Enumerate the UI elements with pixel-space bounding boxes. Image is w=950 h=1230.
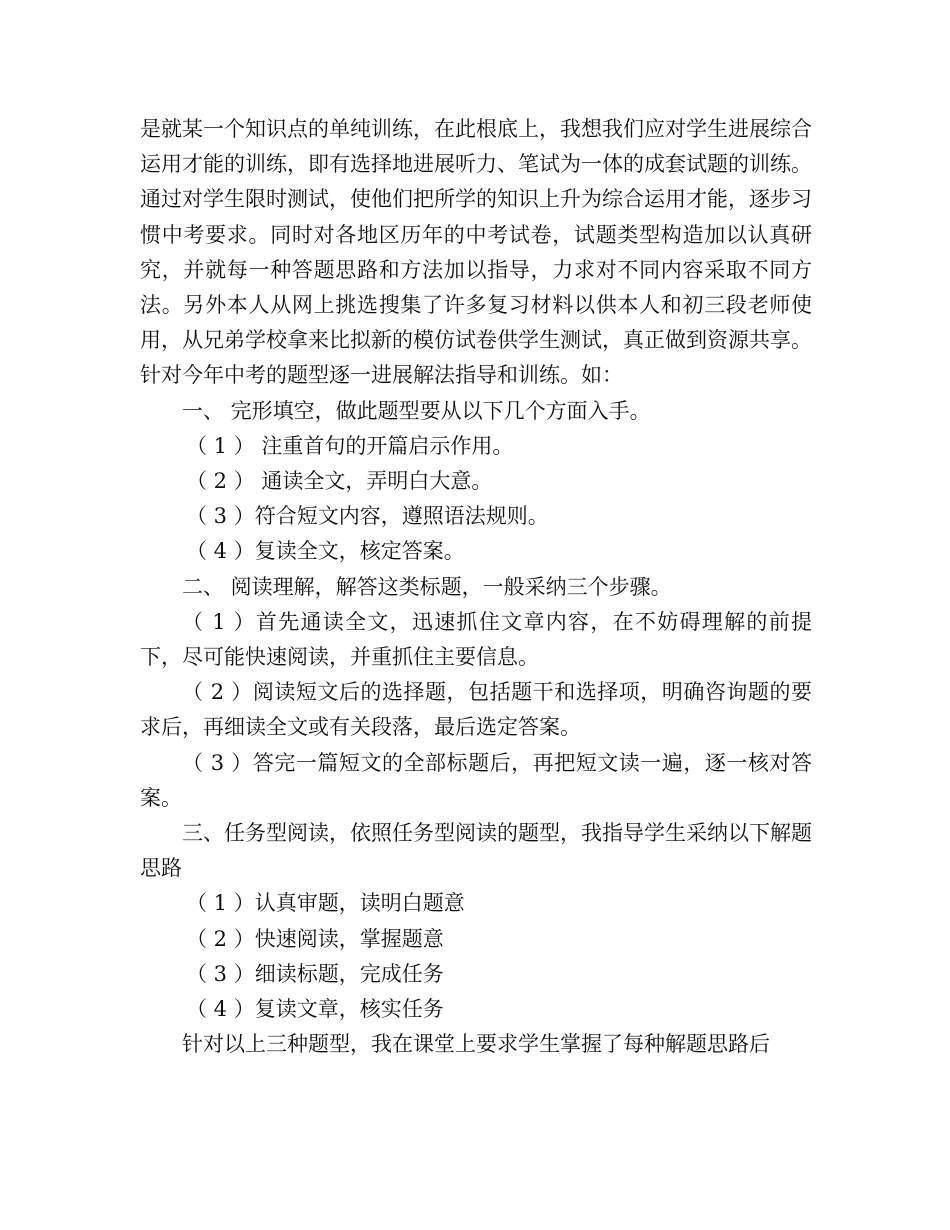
list-item: （ 4 ）复读文章，核实任务: [186, 997, 444, 1022]
list-item: （ 1 ） 注重首句的开篇启示作用。: [186, 433, 514, 458]
list-item: （ 3 ）符合短文内容，遵照语法规则。: [186, 504, 549, 529]
list-item: （ 1 ）认真审题，读明白题意: [186, 891, 465, 916]
list-item: （ 2 ）快速阅读，掌握题意: [186, 926, 444, 951]
body-paragraph-closing: 针对以上三种题型，我在课堂上要求学生掌握了每种解题思路后: [182, 1032, 770, 1057]
list-item: （ 3 ）答完一篇短文的全部标题后，再把短文读一遍，逐一核对答案。: [140, 750, 812, 810]
list-item: （ 1 ）首先通读全文，迅速抓住文章内容，在不妨碍理解的前提下，尽可能快速阅读，并重抓住主要信息。: [140, 609, 812, 670]
section-heading-reading: 二、 阅读理解，解答这类标题，一般采纳三个步骤。: [182, 574, 672, 599]
list-item: （ 3 ）细读标题，完成任务: [186, 961, 444, 986]
list-item: （ 2 ）阅读短文后的选择题，包括题干和选择项，明确咨询题的要求后，再细读全文或有关段落，最后选定答案。: [140, 680, 812, 740]
section-heading-cloze: 一、 完形填空，做此题型要从以下几个方面入手。: [182, 398, 651, 423]
list-item: （ 4 ）复读全文，核定答案。: [186, 539, 465, 564]
body-paragraph: 是就某一个知识点的单纯训练，在此根底上，我想我们应对学生进展综合运用才能的训练，即有选择地进展听力、笔试为一体的成套试题的训练。通过对学生限时测试，使他们把所学的知识上升为综合运用才能，逐步习惯中考要求。同时对各地区历年的中考试卷，试题类型构造加以认真研究，并就每一种答题思路和方法加以指导，力求对不同内容采取不同方法。另外本人从网上挑选搜集了许多复习材料以供本人和初三段老师使用，从兄弟学校拿来比拟新的模仿试卷供学生测试，真正做到资源共享。针对今年中考的题型逐一进展解法指导和训练。如：: [140, 117, 812, 388]
list-item: （ 2 ） 通读全文，弄明白大意。: [186, 469, 493, 494]
section-heading-task-reading: 三、任务型阅读，依照任务型阅读的题型，我指导学生采纳以下解题思路: [140, 821, 812, 881]
document-body: [140, 112, 812, 1062]
